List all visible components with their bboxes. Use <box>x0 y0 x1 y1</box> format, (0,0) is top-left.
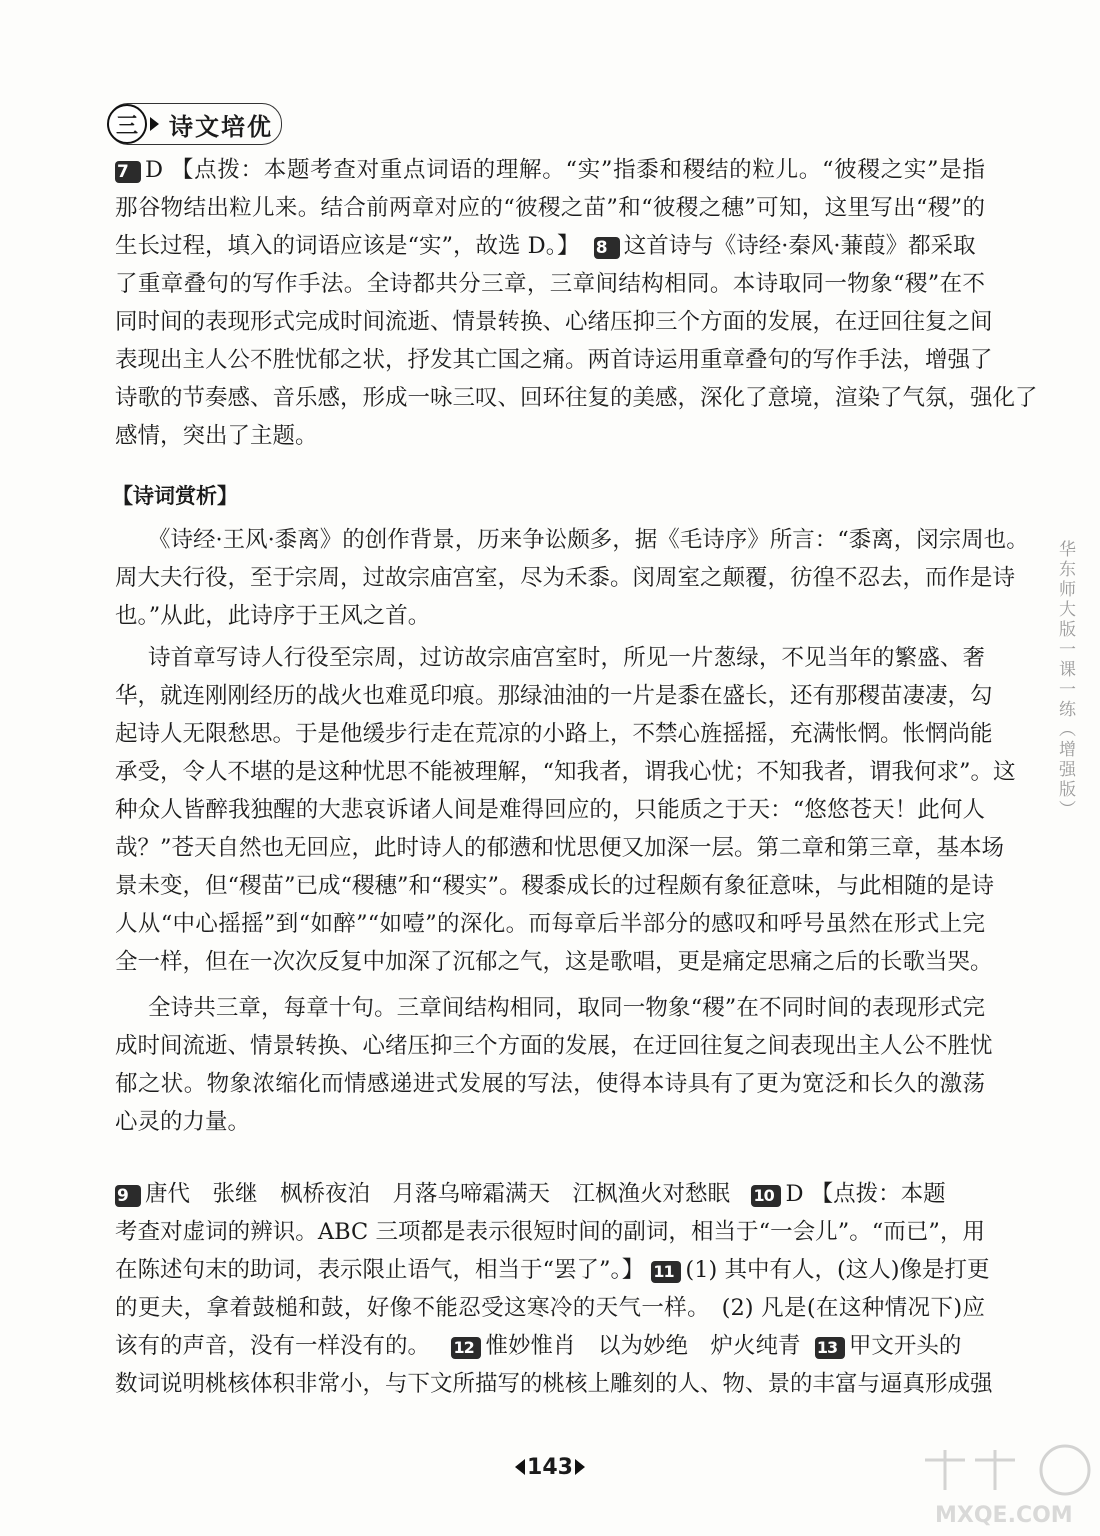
text-line: 《诗经·王风·黍离》的创作背景，历来争讼颇多，据《毛诗序》所言：“黍离，闵宗周也。 <box>148 527 1029 553</box>
text-line: 也。”从此，此诗序于王风之首。 <box>115 603 431 629</box>
text-line: 那谷物结出粒儿来。结合前两章对应的“彼稷之苗”和“彼稷之穗”可知，这里写出“稷”的 <box>115 195 985 221</box>
text-line: 周大夫行役，至于宗周，过故宗庙宫室，尽为禾黍。闵周室之颠覆，彷徨不忍去，而作是诗 <box>115 565 1016 591</box>
watermark-logo <box>915 1440 1095 1530</box>
section-number: 三 <box>107 104 147 144</box>
section-arrow-icon <box>150 117 159 131</box>
poem-analysis-heading: 【诗词赏析】 <box>112 484 238 508</box>
section-title: 诗文培优 <box>169 112 273 141</box>
text-line: 的更夫，拿着鼓槌和鼓，好像不能忍受这寒冷的天气一样。 (2) 凡是(在这种情况下)应 <box>115 1295 985 1321</box>
text-line: 景未变，但“稷苗”已成“稷穗”和“稷实”。稷黍成长的过程颇有象征意味，与此相随的是诗 <box>115 873 995 899</box>
text-line: 全一样，但在一次次反复中加深了沉郁之气，这是歌唱，更是痛定思痛之后的长歌当哭。 <box>115 949 993 975</box>
triangle-left-icon <box>515 1459 525 1475</box>
text-line: 人从“中心摇摇”到“如醉”“如噎”的深化。而每章后半部分的感叹和呼号虽然在形式上完 <box>115 911 985 937</box>
text-line: 华，就连刚刚经历的战火也难觅印痕。那绿油油的一片是黍在盛长，还有那稷苗凄凄，勾 <box>115 683 993 709</box>
text-line: 哉？”苍天自然也无回应，此时诗人的郁懑和忧思便又加深一层。第二章和第三章，基本场 <box>115 835 1005 861</box>
question-badge-7: 7 <box>115 161 141 183</box>
text-line: 生长过程，填入的词语应该是“实”，故选 D。】 8 这首诗与《诗经·秦风·蒹葭》都采取 <box>115 233 976 259</box>
section-header <box>108 103 282 145</box>
question-badge-8: 8 <box>594 237 620 259</box>
text-line: 诗歌的节奏感、音乐感，形成一咏三叹、回环往复的美感，深化了意境，渲染了气氛，强化了 <box>115 385 1038 411</box>
text-line: 承受，令人不堪的是这种忧思不能被理解，“知我者，谓我心忧；不知我者，谓我何求”。这 <box>115 759 1016 785</box>
question-badge-12: 12 <box>451 1337 481 1359</box>
text-line: 7 D 【点拨：本题考查对重点词语的理解。“实”指黍和稷结的粒儿。“彼稷之实”是指 <box>117 157 985 183</box>
text-line: 该有的声音，没有一样没有的。 12 惟妙惟肖 以为妙绝 炉火纯青 13 甲文开头的 <box>115 1333 962 1359</box>
question-badge-10: 10 <box>751 1185 781 1207</box>
text-line: 心灵的力量。 <box>115 1109 251 1135</box>
text-line: 种众人皆醉我独醒的大悲哀诉诸人间是难得回应的，只能质之于天：“悠悠苍天！此何人 <box>115 797 985 823</box>
question-badge-9: 9 <box>115 1185 141 1207</box>
text-line: 数词说明桃核体积非常小，与下文所描写的桃核上雕刻的人、物、景的丰富与逼真形成强 <box>115 1371 993 1397</box>
text-line: 同时间的表现形式完成时间流逝、情景转换、心绪压抑三个方面的发展，在迂回往复之间 <box>115 309 993 335</box>
book-series-side-label: 华东师大版一课一练（增强版） <box>1055 540 1075 820</box>
text-line: 9 唐代 张继 枫桥夜泊 月落乌啼霜满天 江枫渔火对愁眠 10 D 【点拨：本题 <box>117 1181 946 1207</box>
text-line: 诗首章写诗人行役至宗周，过访故宗庙宫室时，所见一片葱绿，不见当年的繁盛、奢 <box>148 645 985 671</box>
text-line: 表现出主人公不胜忧郁之状，抒发其亡国之痛。两首诗运用重章叠句的写作手法，增强了 <box>115 347 993 373</box>
text-line: 考查对虚词的辨识。ABC 三项都是表示很短时间的副词，相当于“一会儿”。“而已”，用 <box>115 1219 985 1245</box>
question-badge-11: 11 <box>651 1261 681 1283</box>
question-badge-13: 13 <box>815 1337 845 1359</box>
text-line: 了重章叠句的写作手法。全诗都共分三章，三章间结构相同。本诗取同一物象“稷”在不 <box>115 271 985 297</box>
text-line: 起诗人无限愁思。于是他缓步行走在荒凉的小路上，不禁心旌摇摇，充满怅惘。怅惘尚能 <box>115 721 993 747</box>
triangle-right-icon <box>575 1459 585 1475</box>
text-line: 在陈述句末的助词，表示限止语气，相当于“罢了”。】 11 (1) 其中有人，(这人)像是打更 <box>115 1257 990 1283</box>
text-line: 成时间流逝、情景转换、心绪压抑三个方面的发展，在迂回往复之间表现出主人公不胜忧 <box>115 1033 993 1059</box>
text-line: 郁之状。物象浓缩化而情感递进式发展的写法，使得本诗具有了更为宽泛和长久的激荡 <box>115 1071 985 1097</box>
text-line: 感情，突出了主题。 <box>115 423 318 449</box>
text-line: 全诗共三章，每章十句。三章间结构相同，取同一物象“稷”在不同时间的表现形式完 <box>148 995 985 1021</box>
page-number: 143 <box>500 1452 600 1482</box>
svg-text:MXQE.COM: MXQE.COM <box>935 1503 1073 1528</box>
